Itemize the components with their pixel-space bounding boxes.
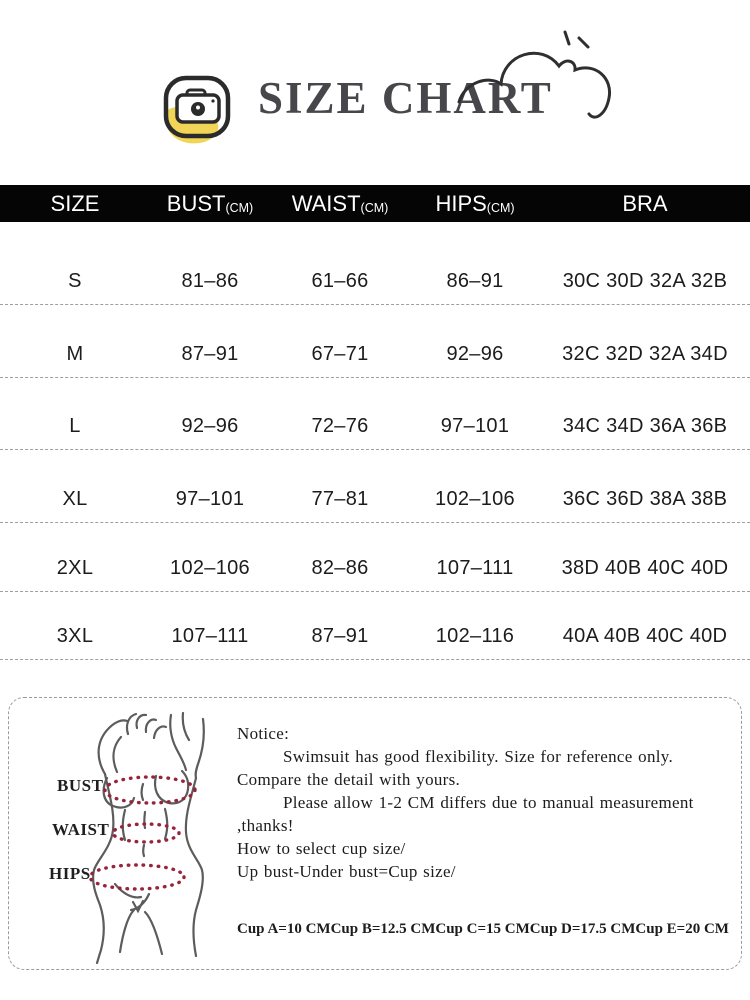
cell-waist: 87–91	[311, 625, 369, 647]
notice-line: How to select cup size/	[237, 839, 406, 858]
header-cell-hips: HIPS(CM)	[435, 191, 515, 216]
cell-bust: 107–111	[171, 625, 249, 647]
cup-size-item: Cup A=10 CM	[237, 921, 331, 937]
table-row	[0, 450, 750, 523]
cell-hips: 102–106	[435, 488, 515, 510]
cell-bra: 38D 40B 40C 40D	[561, 557, 729, 579]
cell-waist: 67–71	[311, 343, 369, 365]
cup-size-item: Cup B=12.5 CM	[330, 921, 436, 937]
cell-waist: 72–76	[311, 415, 369, 437]
table-row	[0, 222, 750, 305]
hips-label: HIPS	[49, 864, 91, 883]
cell-waist: 61–66	[311, 270, 369, 292]
notice-text	[237, 722, 749, 883]
cell-bust: 102–106	[170, 557, 250, 579]
waist-label: WAIST	[52, 820, 110, 839]
bust-label: BUST	[57, 776, 104, 795]
cell-waist: 82–86	[311, 557, 369, 579]
header-cell-size: SIZE	[50, 191, 100, 216]
cell-size: M	[66, 343, 84, 365]
notice-line: Please allow 1-2 CM differs due to manual measurement	[283, 793, 694, 812]
page-title: SIZE CHART	[258, 73, 553, 123]
cell-hips: 86–91	[446, 270, 504, 292]
header-cell-waist: WAIST(CM)	[291, 191, 389, 216]
cell-size: XL	[62, 488, 88, 510]
cell-size: 2XL	[56, 557, 94, 579]
cell-hips: 97–101	[440, 415, 510, 437]
cup-size-item: Cup E=20 CM	[635, 921, 729, 937]
cell-bra: 36C 36D 38A 38B	[562, 488, 728, 510]
table-row	[0, 523, 750, 592]
cell-bra: 32C 32D 32A 34D	[562, 343, 728, 365]
cup-size-item: Cup C=15 CM	[435, 921, 530, 937]
cup-size-item: Cup D=17.5 CM	[529, 921, 636, 937]
cell-bust: 92–96	[181, 415, 239, 437]
header-cell-bra: BRA	[622, 191, 668, 216]
cell-size: L	[69, 415, 81, 437]
notice-heading: Notice:	[237, 724, 290, 743]
cell-bust: 87–91	[181, 343, 239, 365]
table-header	[0, 185, 750, 222]
cell-hips: 107–111	[436, 557, 514, 579]
cell-waist: 77–81	[311, 488, 369, 510]
table-row	[0, 592, 750, 660]
cell-size: S	[68, 270, 82, 292]
notice-line: Compare the detail with yours.	[237, 770, 461, 789]
header-cell-bust: BUST(CM)	[166, 191, 254, 216]
bust-measure-line	[105, 777, 195, 803]
size-table	[0, 222, 750, 660]
notice-line: Up bust-Under bust=Cup size/	[237, 862, 456, 881]
cell-bra: 30C 30D 32A 32B	[562, 270, 728, 292]
notice-line: ,thanks!	[237, 816, 294, 835]
cell-hips: 92–96	[446, 343, 504, 365]
cell-size: 3XL	[56, 625, 94, 647]
cup-size-legend	[237, 921, 729, 938]
camera-icon	[156, 66, 240, 152]
cell-bust: 97–101	[175, 488, 245, 510]
notice-line: Swimsuit has good flexibility. Size for reference only.	[283, 747, 674, 766]
table-row	[0, 378, 750, 450]
cell-bra: 34C 34D 36A 36B	[562, 415, 728, 437]
hips-measure-line	[90, 865, 184, 889]
table-row	[0, 305, 750, 378]
cell-bust: 81–86	[181, 270, 239, 292]
cell-hips: 102–116	[435, 625, 515, 647]
cloud-doodle-icon	[445, 20, 625, 125]
cell-bra: 40A 40B 40C 40D	[562, 625, 728, 647]
